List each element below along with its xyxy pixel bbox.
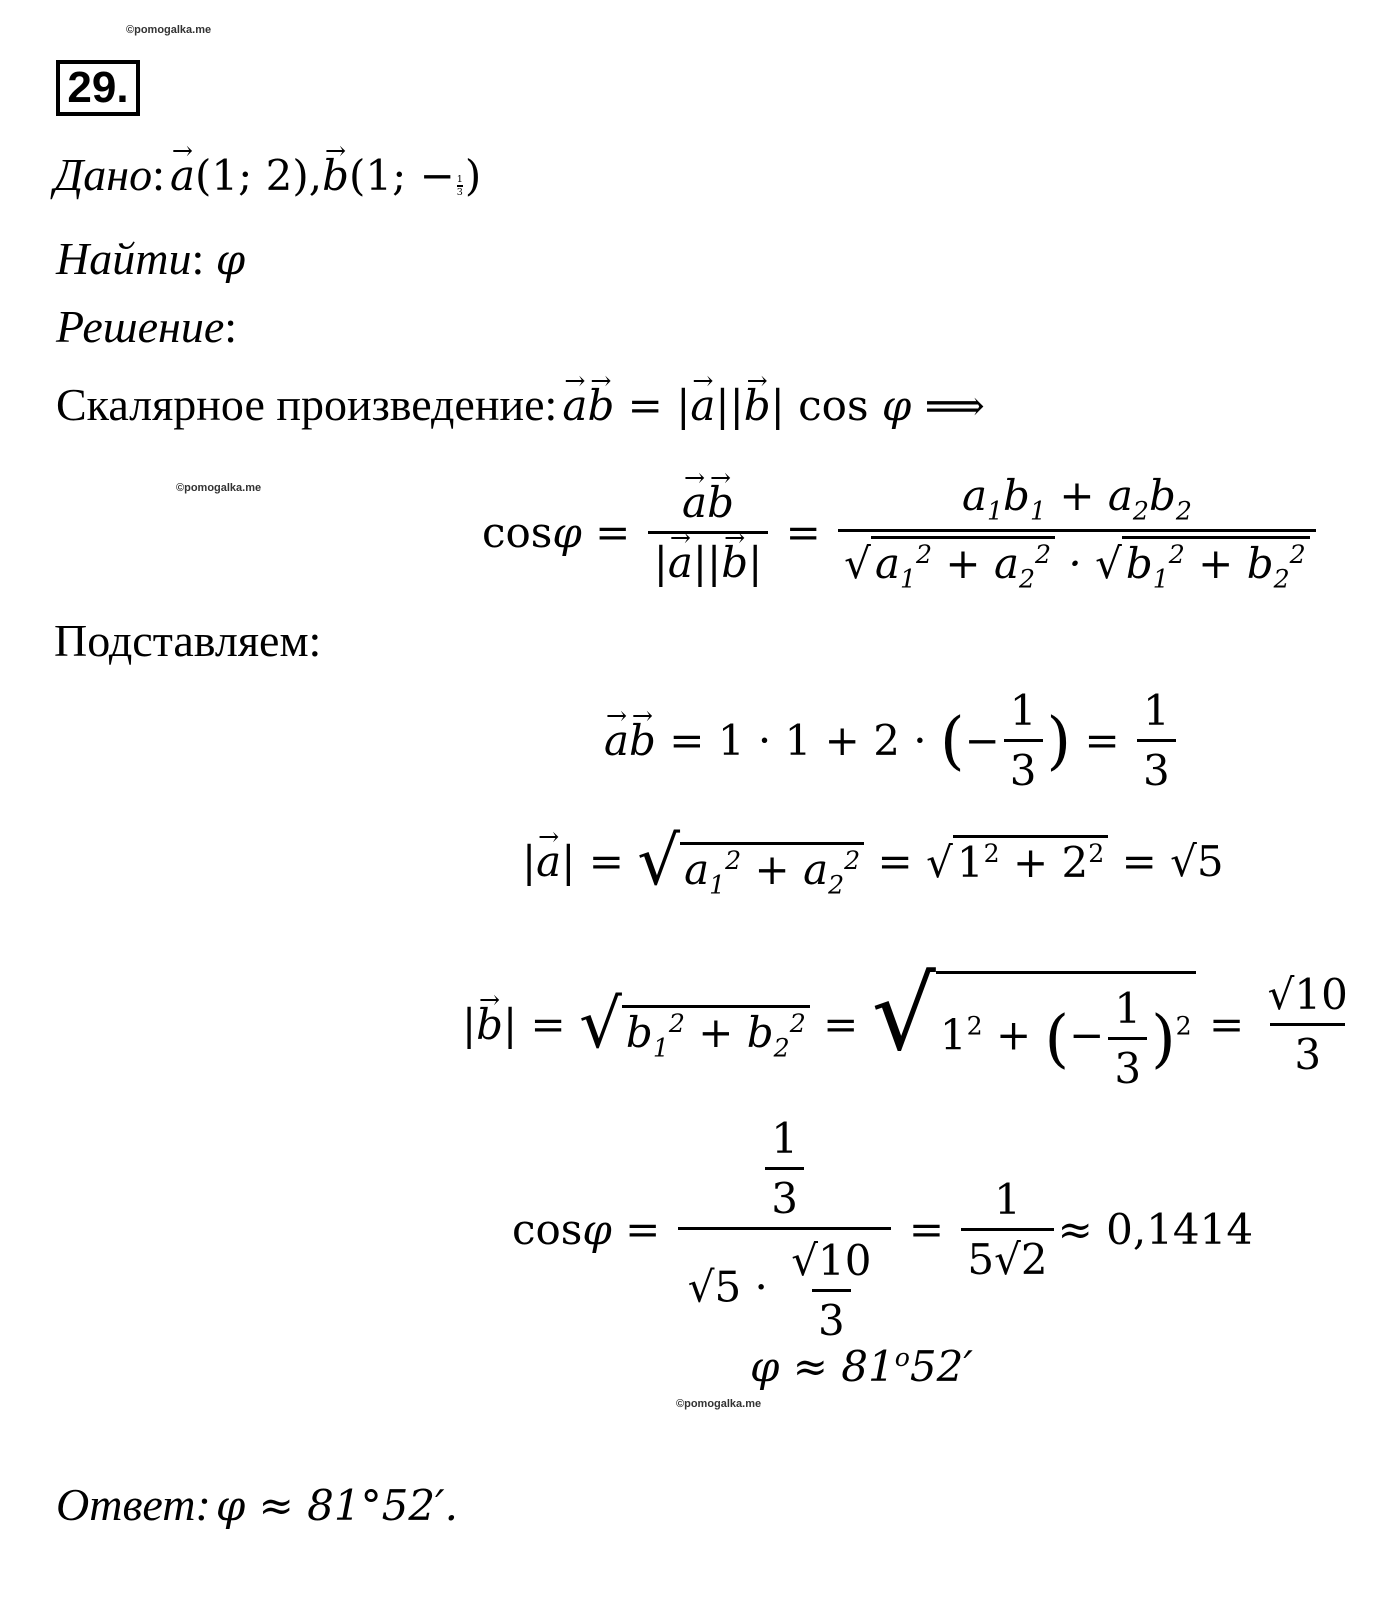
find-value: φ <box>215 235 246 284</box>
dot-product-line: → a→ b = 1 · 1 + 2 · ( − $\frac{1}{3}$ ) = $\frac{1}{3}$ <box>604 682 1180 798</box>
watermark: ©pomogalka.me <box>676 1398 762 1410</box>
find-label: Найти <box>56 233 192 284</box>
solution-line: Решение: <box>56 301 238 352</box>
given-a: (1; 2), <box>195 151 323 200</box>
watermark: ©pomogalka.me <box>176 482 262 494</box>
substitute-text: Подставляем: <box>54 615 322 666</box>
cos-formula: cos φ = → $\frac{a\to b}{|\to a||\to b|}$ = $\frac{a_1b_1 + a_2b_2}{√a_1^2 + a_2^2 \cdot √b_1^2 + b_2^2}$ <box>482 462 1320 602</box>
answer-line <box>56 1478 458 1531</box>
frac-num: 1 <box>456 173 463 185</box>
frac-den: 3 <box>456 186 463 198</box>
given-b-open: (1; − <box>348 151 455 200</box>
given-b-close: ) <box>464 151 482 200</box>
answer-value: φ ≈ 81°52′. <box>215 1481 458 1530</box>
watermark: ©pomogalka.me <box>126 24 212 36</box>
phi-value: φ ≈ 81 <box>750 1342 895 1391</box>
given-line: Дано: → a(1; 2),→ b(1; − $\frac{1}{3}$ ) <box>54 148 481 201</box>
cos-value-line: cos φ = $\frac{1}{3}$ √5 · $\frac{√10}{3}$ = $\frac{1}{5√2}$ ≈ 0,1414 <box>512 1113 1254 1345</box>
problem-number: 29. <box>56 60 140 116</box>
phi-degree: o <box>894 1343 910 1372</box>
scalar-line: Скалярное произведение: → a→ b = |→ a||→ b| cos φ ⟹ <box>56 378 985 431</box>
solution-label: Решение <box>56 301 225 352</box>
norm-a-line: |→ a| = $√a_1^2 + a_2^2$ = $√1^2 + 2^2$ = √5 <box>522 806 1224 916</box>
phi-result <box>750 1342 973 1391</box>
scalar-text: Скалярное произведение: <box>56 379 558 430</box>
answer-label: Ответ: <box>56 1479 211 1530</box>
approx-value: ≈ 0,1414 <box>1057 1204 1254 1254</box>
given-label: Дано <box>54 149 153 200</box>
norm-b-line: |→ b| = $√b_1^2 + b_2^2$ = $√1^2$ + (− $\frac{1}{3}$ )$^2$ = $\frac{√10}{3}$ <box>462 944 1358 1104</box>
phi-minutes: 52′ <box>909 1342 973 1391</box>
find-line: Найти: φ <box>56 233 246 284</box>
